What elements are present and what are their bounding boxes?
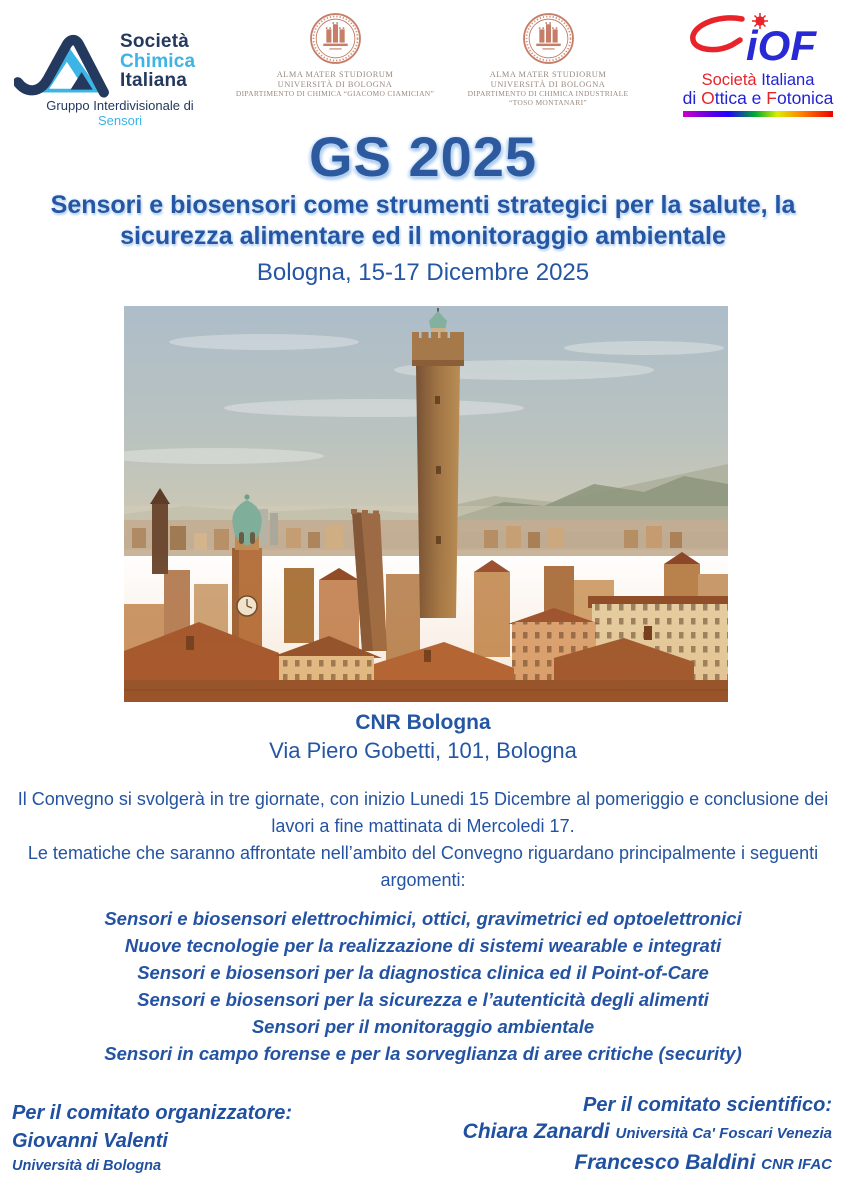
organizing-committee-heading: Per il comitato organizzatore: xyxy=(12,1102,293,1124)
scientific-committee-heading: Per il comitato scientifico: xyxy=(583,1094,832,1116)
sci-group-line2: Sensori xyxy=(97,113,143,128)
subtitle-line2: sicurezza alimentare ed il monitoraggio ambientale xyxy=(120,222,726,250)
siof-logo xyxy=(680,12,836,117)
subtitle-line1: Sensori e biosensori come strumenti strategici per la salute, la xyxy=(50,191,796,219)
unibo-dept-line2: “TOSO MONTANARI” xyxy=(508,98,587,108)
organizing-committee-member: Giovanni Valenti xyxy=(12,1130,168,1152)
siof-tagline2-c: ttica e xyxy=(714,88,767,108)
scientific-committee-member xyxy=(463,1148,832,1179)
description-para1: Il Convegno si svolgerà in tre giornate, con inizio Lunedi 15 Dicembre al pomeriggio e conclusione dei lavori a fine mattinata di Mercoledi 17. xyxy=(17,789,829,836)
member-name: Chiara Zanardi xyxy=(462,1120,610,1143)
unibo-dept: DIPARTIMENTO DI CHIMICA “GIACOMO CIAMICIAN” xyxy=(235,89,435,99)
siof-wordmark-text: iOF xyxy=(746,22,816,69)
sci-name-line3: Italiana xyxy=(120,70,188,91)
poster-subtitle xyxy=(0,190,846,252)
description xyxy=(13,786,833,894)
siof-tagline2-a: di xyxy=(682,88,702,108)
siof-tagline1-blue: Italiana xyxy=(756,71,815,89)
siof-tagline1 xyxy=(680,71,836,89)
unibo-line2: UNIVERSITÀ DI BOLOGNA xyxy=(490,79,606,89)
sci-logo xyxy=(14,24,244,128)
description-para2: Le tematiche che saranno affrontate nell’ambito del Convegno riguardano principalmente i seguenti argomenti: xyxy=(27,843,819,890)
topic-item: Nuove tecnologie per la realizzazione di sistemi wearable e integrati xyxy=(124,935,722,956)
topic-item: Sensori e biosensori per la diagnostica clinica ed il Point-of-Care xyxy=(137,962,709,983)
member-affiliation: Università Ca' Foscari Venezia xyxy=(615,1125,832,1142)
sci-logo-icon xyxy=(14,24,116,98)
unibo-seal-icon xyxy=(522,12,575,65)
unibo-line2: UNIVERSITÀ DI BOLOGNA xyxy=(277,79,393,89)
topic-item: Sensori per il monitoraggio ambientale xyxy=(251,1016,595,1037)
siof-tagline2-d: F xyxy=(766,88,777,108)
unibo-industriale-logo xyxy=(448,12,648,107)
sci-group-line1: Gruppo Interdivisionale di xyxy=(46,98,194,113)
member-name: Francesco Baldini xyxy=(574,1151,756,1174)
siof-tagline2-b: O xyxy=(701,88,715,108)
scientific-committee-member xyxy=(463,1117,832,1148)
venue-address: Via Piero Gobetti, 101, Bologna xyxy=(269,738,577,763)
sci-name-line1: Società xyxy=(120,31,189,52)
unibo-line1: ALMA MATER STUDIORUM xyxy=(489,70,607,79)
topics-list xyxy=(13,905,833,1067)
topic-item: Sensori e biosensori per la sicurezza e l’autenticità degli alimenti xyxy=(137,989,709,1010)
scientific-committee xyxy=(463,1093,832,1179)
poster-title: GS 2025 xyxy=(308,125,538,188)
siof-tagline2-e: otonica xyxy=(776,88,834,108)
siof-tagline2 xyxy=(680,89,836,108)
unibo-seal-icon xyxy=(309,12,362,65)
sci-wordmark xyxy=(120,32,195,91)
topic-item: Sensori in campo forense e per la sorveglianza di aree critiche (security) xyxy=(104,1043,742,1064)
topic-item: Sensori e biosensori elettrochimici, ottici, gravimetrici ed optoelettronici xyxy=(104,908,742,929)
siof-wordmark-icon xyxy=(680,12,836,70)
venue-name: CNR Bologna xyxy=(355,711,491,734)
organizing-committee xyxy=(12,1101,292,1175)
unibo-dept-line1: DIPARTIMENTO DI CHIMICA INDUSTRIALE xyxy=(467,89,629,99)
bologna-skyline-photo xyxy=(124,306,728,702)
siof-tagline1-red: Società xyxy=(701,71,757,89)
unibo-ciamician-logo xyxy=(235,12,435,98)
sci-name-line2: Chimica xyxy=(120,50,196,72)
siof-rainbow-bar xyxy=(683,111,833,117)
organizing-committee-affiliation: Università di Bologna xyxy=(12,1158,162,1174)
member-affiliation: CNR IFAC xyxy=(761,1156,832,1173)
unibo-line1: ALMA MATER STUDIORUM xyxy=(276,70,394,79)
date-location: Bologna, 15-17 Dicembre 2025 xyxy=(256,259,590,286)
